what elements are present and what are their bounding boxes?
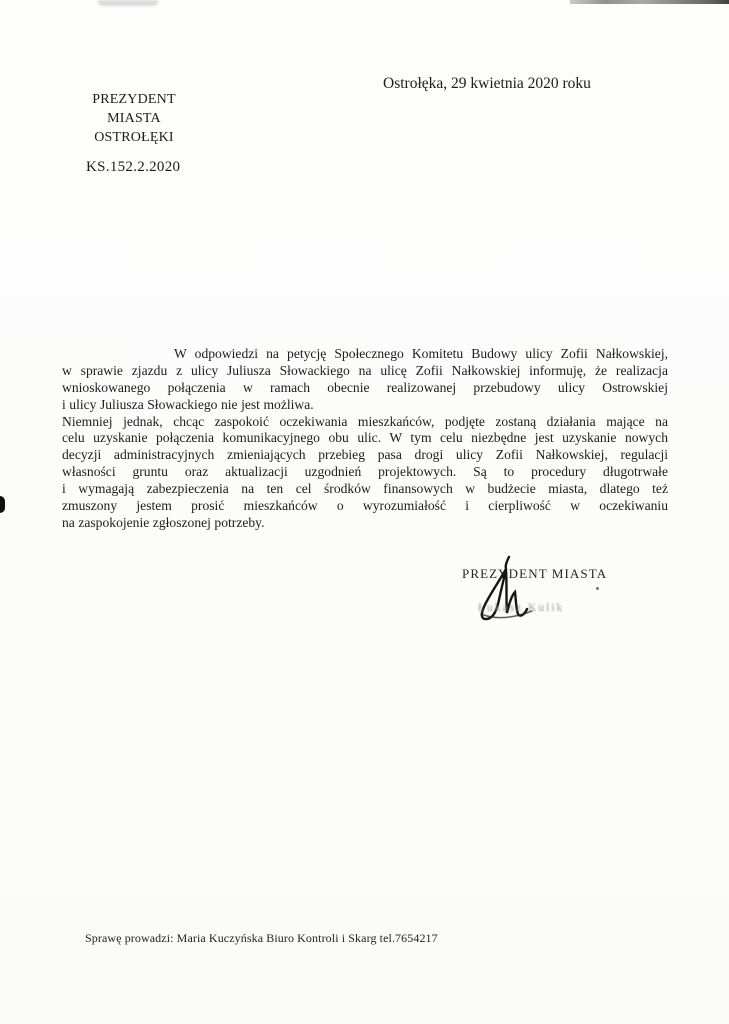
body-line: własności gruntu oraz aktualizacji uzgodnień projektowych. Są to procedury długotrwałe (62, 464, 668, 480)
letterhead-office: PREZYDENT MIASTA (92, 92, 176, 126)
scan-artifact-left-edge (0, 496, 5, 513)
body-line: i wymagają zabezpieczenia na ten cel środków finansowych w budżecie miasta, dlatego też (62, 481, 668, 497)
body-line: Niemniej jednak, chcąc zaspokoić oczekiwania mieszkańców, podjęte zostaną działania mające na (62, 413, 668, 429)
body-line: W odpowiedzi na petycję Społecznego Komitetu Budowy ulicy Zofii Nałkowskiej, (174, 346, 668, 361)
body-line: zmuszony jestem prosić mieszkańców o wyrozumiałość i cierpliwość w oczekiwaniu (62, 498, 668, 514)
reference-number: KS.152.2.2020 (86, 159, 181, 175)
body-line: decyzji administracyjnych zmieniających przebieg pasa drogi ulicy Zofii Nałkowskiej, regulacji (62, 447, 668, 463)
signature-block (462, 566, 642, 614)
handwritten-signature-icon (468, 554, 544, 630)
footer-note: Sprawę prowadzi: Maria Kuczyńska Biuro Kontroli i Skarg tel.7654217 (85, 931, 438, 945)
body-line: w sprawie zjazdu z ulicy Juliusza Słowackiego na ulicę Zofii Nałkowskiej informuję, że realizacja (62, 362, 668, 378)
scan-artifact-smudge (98, 0, 158, 6)
dateline: Ostrołęka, 29 kwietnia 2020 roku (383, 75, 591, 92)
scan-artifact-top-edge (570, 0, 729, 4)
signature-title: PREZYDENT MIASTA (462, 566, 608, 581)
body-line: celu uzyskanie połączenia komunikacyjnego obu ulic. W tym celu niezbędne jest uzyskanie nowych (62, 430, 668, 446)
body-line: wnioskowanego połączenia w ramach obecnie realizowanej przebudowy ulicy Ostrowskiej (62, 379, 668, 395)
signature-name-faint: Łukasz Kulik (478, 602, 565, 614)
letter-body (62, 346, 668, 532)
body-line: i ulicy Juliusza Słowackiego nie jest możliwa. (62, 396, 314, 412)
scan-artifact-dot (596, 587, 599, 590)
letterhead-city: OSTROŁĘKI (94, 130, 174, 145)
letterhead (66, 90, 202, 147)
body-line: na zaspokojenie zgłoszonej potrzeby. (62, 514, 265, 530)
